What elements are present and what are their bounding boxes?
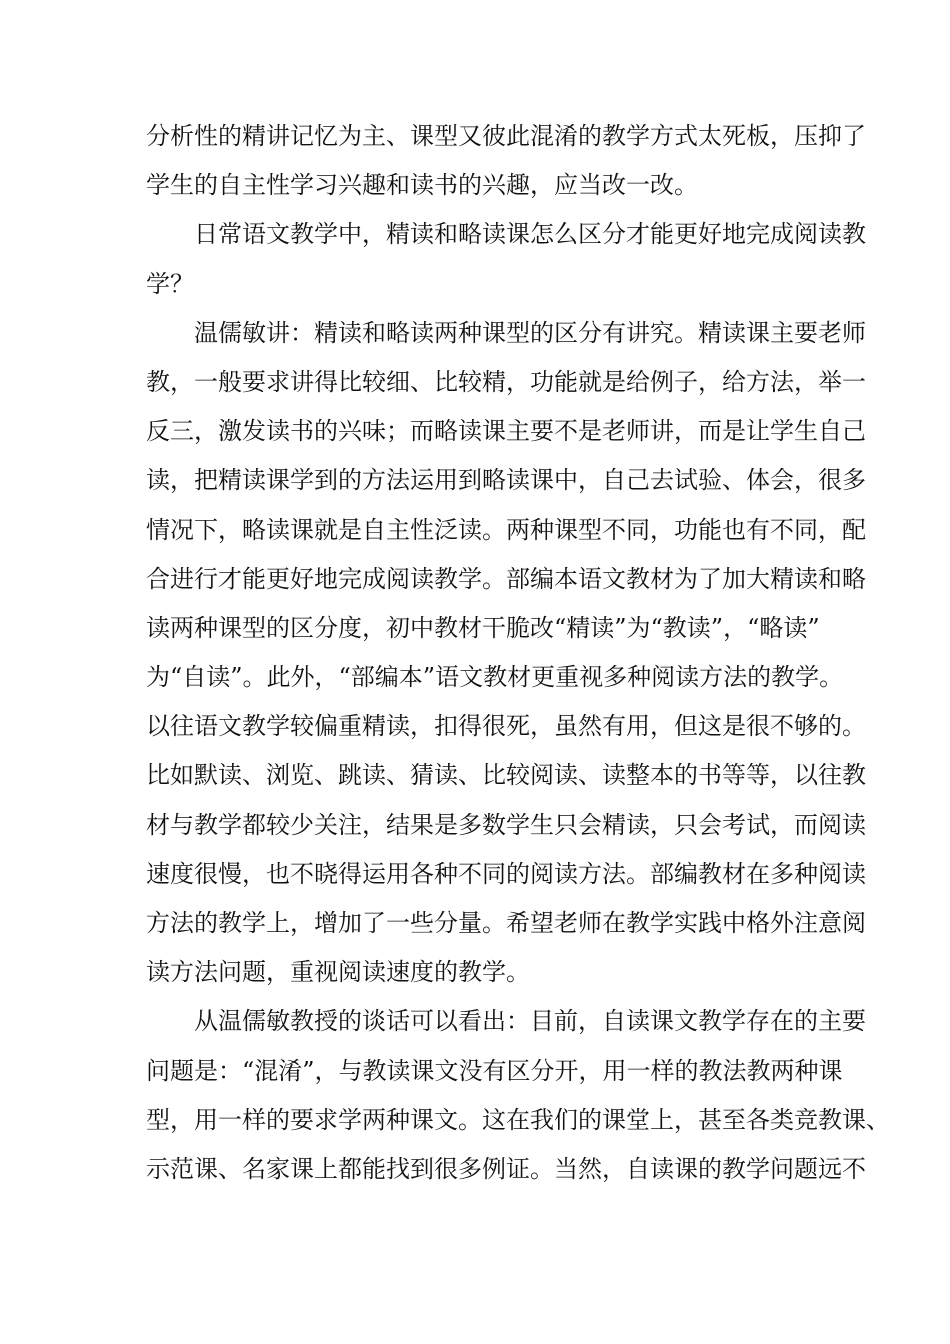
text-line: 分析性的精讲记忆为主、课型又彼此混淆的教学方式太死板，压抑了 [146, 122, 866, 150]
text-line: 示范课、名家课上都能找到很多例证。当然，自读课的教学问题远不 [146, 1154, 866, 1183]
text-line: 学？ [146, 269, 194, 298]
text-line: 反三，激发读书的兴味；而略读课主要不是老师讲，而是让学生自己 [146, 417, 866, 446]
text-line: 学生的自主性学习兴趣和读书的兴趣，应当改一改。 [146, 171, 698, 200]
text-line: 材与教学都较少关注，结果是多数学生只会精读，只会考试，而阅读 [146, 810, 866, 839]
text-line: 比如默读、浏览、跳读、猜读、比较阅读、读整本的书等等，以往教 [146, 761, 866, 790]
text-line: 方法的教学上，增加了一些分量。希望老师在教学实践中格外注意阅 [146, 909, 866, 937]
text-line: 日常语文教学中，精读和略读课怎么区分才能更好地完成阅读教 [194, 220, 866, 249]
text-line: 从温儒敏教授的谈话可以看出：目前，自读课文教学存在的主要 [194, 1007, 866, 1036]
body-text [146, 112, 890, 1194]
text-line: 问题是：“混淆”，与教读课文没有区分开，用一样的教法教两种课 [146, 1056, 843, 1085]
text-line: 合进行才能更好地完成阅读教学。部编本语文教材为了加大精读和略 [146, 564, 866, 593]
text-line: 情况下，略读课就是自主性泛读。两种课型不同，功能也有不同，配 [146, 515, 866, 544]
text-line: 为“自读”。此外，“部编本”语文教材更重视多种阅读方法的教学。 [146, 663, 844, 692]
text-line: 读，把精读课学到的方法运用到略读课中，自己去试验、体会，很多 [146, 466, 866, 495]
text-line: 读两种课型的区分度，初中教材干脆改“精读”为“教读”，“略读” [146, 613, 820, 642]
text-line: 温儒敏讲：精读和略读两种课型的区分有讲究。精读课主要老师 [194, 318, 866, 347]
text-line: 以往语文教学较偏重精读，扣得很死，虽然有用，但这是很不够的。 [146, 712, 866, 741]
text-line: 速度很慢，也不晓得运用各种不同的阅读方法。部编教材在多种阅读 [146, 859, 866, 888]
text-line: 教，一般要求讲得比较细、比较精，功能就是给例子，给方法，举一 [146, 367, 866, 396]
text-line: 读方法问题，重视阅读速度的教学。 [146, 958, 530, 987]
text-line: 型，用一样的要求学两种课文。这在我们的课堂上，甚至各类竞教课、 [146, 1105, 890, 1134]
